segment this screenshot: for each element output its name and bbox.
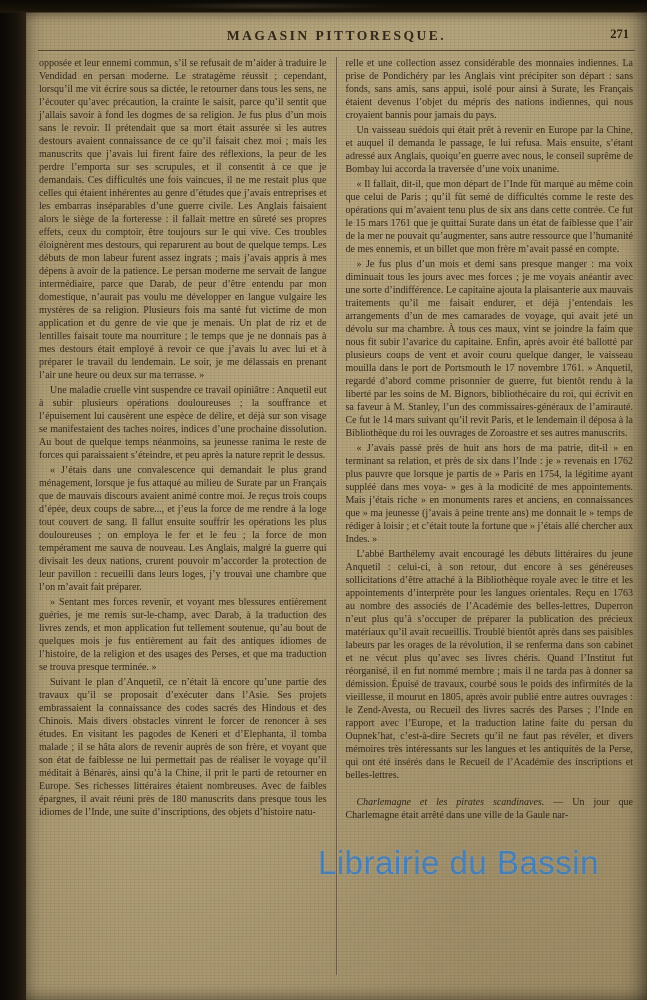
page-header <box>26 12 647 45</box>
text-column-left <box>39 57 327 975</box>
journal-title: MAGASIN PITTORESQUE. <box>226 28 447 43</box>
scan-edge-left <box>0 0 26 1000</box>
page <box>26 12 647 1000</box>
scan-edge-top <box>0 0 647 13</box>
paragraph: Une maladie cruelle vint suspendre ce travail opiniâtre : Anquetil eut à subir plusieurs opérations douloureuses ; la souffrance et l’épuisement lui causèrent une espèce de délire, et déjà sur son visage se manifestaient des taches noires, indices d’une prochaine dissolution. Au bout de quelque temps néanmoins, sa jeunesse ranima le reste de forces qui paraissaient s’éteindre, et peu après la nature reprit le dessus. <box>39 385 327 461</box>
page-number: 271 <box>610 27 629 41</box>
paragraph: Suivant le plan d’Anquetil, ce n’était là encore qu’une partie des travaux qu’il se proposait d’exécuter dans l’Asie. Ses projets embrassaient la connaissance des codes sacrés des Hindous et des Chinois. Mais divers obstacles vinrent le forcer de renoncer à ses études. En visitant les pagodes de Keneri et d’Elephanta, il tomba malade ; il se hâta alors de revenir auprès de son frère, et voyant que son état de faiblesse ne lui permettait pas de réaliser le voyage qu’il méditait à Bénarès, ainsi qu’à la Chine, il prit le parti de retourner en Europe. Ses richesses littéraires étaient nombreuses. Avec de faibles épargnes, il avait réuni près de 180 manuscrits dans presque tous les idiomes de l’Inde, une suite d’inscriptions, des objets d’histoire natu- <box>39 677 327 818</box>
paragraph: « Il fallait, dit-il, que mon départ de l’Inde fût marqué au même coin que celui de Paris ; qu’il fût semé de difficultés comme le reste des opérations qui m’avaient tenu plus de six ans dans cette contrée. Ce fut le 15 mars 1761 que je quittai Surate dans un état de faiblesse que l’air de la mer ne pouvait qu’augmenter, sans autre ressource que l’humanité de mes ennemis, et un billet que mon frère m’avait passé en compte. <box>345 179 633 255</box>
paragraph: L’abbé Barthélemy avait encouragé les débuts littéraires du jeune Anquetil : celui-ci, à son retour, dut encore à ses généreuses sollicitations d’être attaché à la Bibliothèque royale avec le titre et les appointements d’interprète pour les langues orientales. Reçu en 1763 au nombre des associés de l’Académie des belles-lettres, Duperron n’eut plus qu’à s’occuper de préparer la publication des précieux matériaux qu’il avait recueillis. Troublé bientôt après dans ses paisibles labeurs par les orages de la révolution, il se renferma dans son cabinet et ne vécut plus qu’avec ses livres chéris. Quand l’Institut fut réorganisé, il en fut nommé membre ; mais il ne tarda pas à donner sa démission. Épuisé de travaux, courbé sous le poids des infirmités de la vieillesse, il mourut en 1805, après avoir publié entre autres ouvrages : le Zend-Avesta, ou Recueil des livres sacrés des Parses ; l’Inde en rapport avec l’Europe, et la traduction latine faite du persan du Oupnek’hat, c’est-à-dire Secrets qu’il ne faut pas révéler, et divers mémoires très intéressants sur les langues et les antiquités de la Perse, qui ont été insérés dans le Recueil de l’Académie des inscriptions et belles-lettres. <box>345 549 633 781</box>
paragraph: « J’étais dans une convalescence qui demandait le plus grand ménagement, lorsque je fus attaqué au milieu de Surate par un Français que de mauvais discours avaient animé contre moi. Je reçus trois coups d’épée, deux coups de sabre..., et j’eus la force de me rendre à la loge tout couvert de sang. Il fallut ensuite souffrir les opérations les plus douloureuses ; on employa le fer et le feu ; la force de mon tempérament me sauva de nouveau. Les Anglais, malgré la guerre qui divisait les deux nations, crurent pouvoir m’accorder la protection de leur pavillon : recueilli dans leurs loges, j’y trouvai une chambre que l’on m’avait fait préparer. <box>39 465 327 593</box>
watermark: Librairie du Bassin <box>318 844 599 881</box>
column-divider <box>336 57 337 975</box>
paragraph: opposée et leur ennemi commun, s’il se refusait de m’aider à traduire le Vendidad en persan moderne. Le stratagème réussit ; cependant, lorsqu’il me vit écrire sous sa dictée, le retourner dans tous les sens, ne l’écouter qu’avec précaution, la crainte le saisit, parce qu’il sentit que j’allais savoir à fond les dogmes de sa religion. Je fus plus d’un mois sans le revoir. Il prétendait que sa mort était assurée si les autres destours avaient connaissance de ce qu’il faisait chez moi ; mais les manuscrits que j’avais lui firent faire des réflexions, la peur de les perdre l’emporta sur ses scrupules, et il consentit à ce que je demandais. Ces difficultés une fois vaincues, il ne me restait plus que celles qui étaient inhérentes au genre d’études que j’avais entreprises et les embarras inséparables d’une guerre civile. Les Anglais faisaient alors le siège de la forteresse : il fallait mettre en sûreté ses propres effets, ceux du comptoir, être toujours sur le qui vive. Ces troubles éloignèrent mes destours, qui reparurent au bout de quelque temps. Les débuts de mon labeur furent assez ingrats ; mais j’avais appris à mes dépens à avoir de la patience. Le persan moderne me servait de langue intermédiaire, parce que Darab, de peur d’être entendu par mon domestique, n’aurait pas voulu me développer en langue vulgaire les mystères de sa religion. Plusieurs fois ma santé fut victime de mon application et du genre de vie que je menais. Un plat de riz et de lentilles faisait toute ma nourriture ; le temps que je ne donnais pas à mes destours était employé à revoir ce que j’avais lu avec lui et à préparer le travail du lendemain. Le soir, je me délassais en prenant l’air une heure ou deux sur ma terrasse. » <box>39 58 327 381</box>
paragraph: » Je fus plus d’un mois et demi sans presque manger : ma voix diminuait tous les jours avec mes forces ; je me voyais anéantir avec une sorte d’indifférence. Le capitaine ajouta la plaisanterie aux mauvais traitements qu’il me faisait endurer, et déjà j’entendais les arrangements d’un de mes camarades de voyage, qui avait jeté un dévolu sur ma chambre. À tous ces maux, vint se joindre la faim que nous fit subir l’avarice du capitaine. Enfin, après avoir été ballotté par plusieurs coups de vent et avoir couru quelque danger, le vaisseau mouilla dans le port de Portsmouth le 17 novembre 1761. » Anquetil, regardé d’abord comme prisonnier de guerre, fut bientôt rendu à la liberté par les soins de M. Bignors, bibliothécaire du roi, qui écrivit en sa faveur à M. Stanley, l’un des commissaires-généraux de l’amirauté. Ce fut le 14 mars suivant qu’il revit Paris, et le lendemain il déposa à la Bibliothèque du roi les ouvrages de Zoroastre et ses autres manuscrits. <box>345 259 633 439</box>
paragraph: relle et une collection assez considérable des monnaies indiennes. La prise de Pondichéry par les Anglais vint précipiter son départ : sans fonds, sans amis, sans appui, isolé pour ainsi à Surate, les Français étaient devenus l’objet du mépris des nations indiennes, qui nous croyaient bannis pour jamais du pays. <box>345 58 633 121</box>
paragraph: » Sentant mes forces revenir, et voyant mes blessures entièrement guéries, je me remis sur-le-champ, avec Darab, à la traduction des livres zends, et mon application fut tellement soutenue, qu’au bout de quelques mois je fus entièrement au fait des antiques idiomes de l’histoire, de la religion et des usages des Perses, et que ma traduction se trouva presque terminée. » <box>39 597 327 673</box>
scan-artifact <box>150 2 390 10</box>
paragraph: Charlemagne et les pirates scandinaves. — Un jour que Charlemagne était arrêté dans une ville de la Gaule nar- <box>345 797 633 821</box>
text-column-right <box>346 57 634 975</box>
paragraph: « J’avais passé près de huit ans hors de ma patrie, dit-il » en terminant sa relation, et près de six dans l’Inde : je » revenais en 1762 plus pauvre que lorsque je partis de » Paris en 1754, la légitime ayant suppléé dans mes voya- » ges à la modicité de mes appointements. Mais j’étais riche » en monuments rares et anciens, en connaissances que » ma jeunesse (j’avais à peine trente ans) me donnait le » temps de rédiger à loisir ; et c’était toute la fortune que » j’étais allé chercher aux Indes. » <box>345 443 633 545</box>
paragraph: Un vaisseau suédois qui était prêt à revenir en Europe par la Chine, et auquel il demanda le passage, le lui refusa. Mais ensuite, s’étant adressé aux Anglais, quoiqu’en guerre avec nous, le conseil suprême de Bombay lui accorda la traversée d’une voix unanime. <box>345 125 633 175</box>
text-columns <box>26 51 647 975</box>
paragraph-lead-italic: Charlemagne et les pirates scandinaves. <box>356 797 545 808</box>
